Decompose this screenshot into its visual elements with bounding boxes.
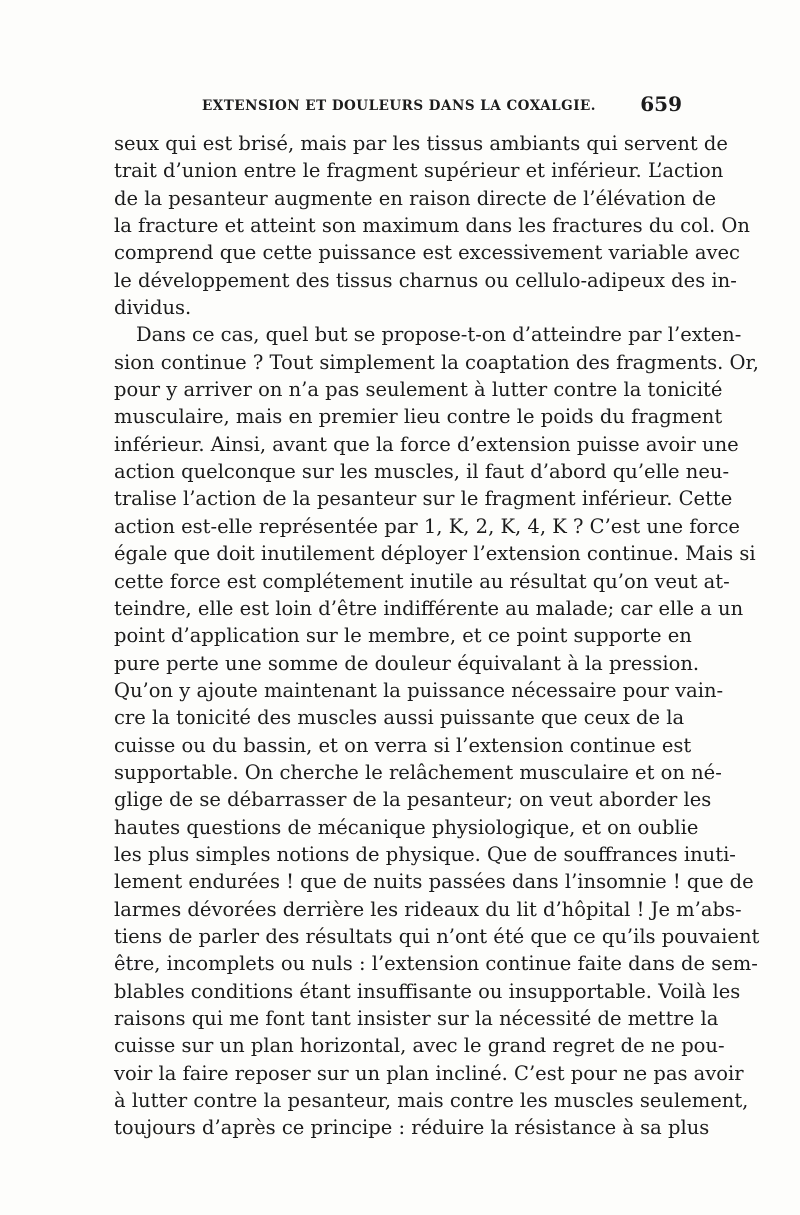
text-line: supportable. On cherche le relâchement musculaire et on né- xyxy=(114,760,722,784)
text-line: lement endurées ! que de nuits passées dans l’insomnie ! que de xyxy=(114,870,754,894)
text-line: être, incomplets ou nuls : l’extension continue faite dans de sem- xyxy=(114,952,758,976)
text-line: cuisse ou du bassin, et on verra si l’extension continue est xyxy=(114,733,692,757)
running-head xyxy=(114,92,682,122)
text-line: inférieur. Ainsi, avant que la force d’extension puisse avoir une xyxy=(114,432,739,456)
text-line: cre la tonicité des muscles aussi puissante que ceux de la xyxy=(114,706,685,730)
text-line: sion continue ? Tout simplement la coaptation des fragments. Or, xyxy=(114,350,759,374)
text-line: les plus simples notions de physique. Que de souffrances inuti- xyxy=(114,842,736,866)
text-line: blables conditions étant insuffisante ou insupportable. Voilà les xyxy=(114,979,741,1003)
text-line: glige de se débarrasser de la pesanteur; on veut aborder les xyxy=(114,788,712,812)
text-line: pour y arriver on n’a pas seulement à lutter contre la tonicité xyxy=(114,378,723,402)
text-line: action quelconque sur les muscles, il faut d’abord qu’elle neu- xyxy=(114,460,730,484)
text-line: point d’application sur le membre, et ce point supporte en xyxy=(114,624,692,648)
text-line: à lutter contre la pesanteur, mais contre les muscles seulement, xyxy=(114,1089,749,1113)
text-line: de la pesanteur augmente en raison directe de l’élévation de xyxy=(114,186,717,210)
text-line: voir la faire reposer sur un plan incliné. C’est pour ne pas avoir xyxy=(114,1061,744,1085)
running-title: EXTENSION ET DOULEURS DANS LA COXALGIE. xyxy=(202,98,596,114)
text-line: larmes dévorées derrière les rideaux du lit d’hôpital ! Je m’abs- xyxy=(114,897,742,921)
text-line: tralise l’action de la pesanteur sur le fragment inférieur. Cette xyxy=(114,487,733,511)
text-line: égale que doit inutilement déployer l’extension continue. Mais si xyxy=(114,542,756,566)
text-line: cuisse sur un plan horizontal, avec le grand regret de ne pou- xyxy=(114,1034,725,1058)
text-line: raisons qui me font tant insister sur la nécessité de mettre la xyxy=(114,1007,719,1030)
text-line: toujours d’après ce principe : réduire la résistance à sa plus xyxy=(114,1116,710,1140)
text-line: Qu’on y ajoute maintenant la puissance nécessaire pour vain- xyxy=(114,678,724,702)
text-line: tiens de parler des résultats qui n’ont été que ce qu’ils pouvaient xyxy=(114,924,760,948)
text-line: dividus. xyxy=(114,296,192,320)
text-line: la fracture et atteint son maximum dans les fractures du col. On xyxy=(114,214,750,238)
page-number: 659 xyxy=(640,92,682,116)
text-line: hautes questions de mécanique physiologique, et on oublie xyxy=(114,815,699,839)
text-line: trait d’union entre le fragment supérieur et inférieur. L’action xyxy=(114,159,724,183)
text-line: le développement des tissus charnus ou cellulo-adipeux des in- xyxy=(114,268,737,292)
text-line: cette force est complétement inutile au résultat qu’on veut at- xyxy=(114,569,730,593)
text-line: action est-elle représentée par 1, K, 2, K, 4, K ? C’est une force xyxy=(114,514,740,538)
text-line: pure perte une somme de douleur équivalant à la pression. xyxy=(114,651,700,675)
text-line: Dans ce cas, quel but se propose-t-on d’atteindre par l’exten- xyxy=(136,323,742,347)
text-line: musculaire, mais en premier lieu contre le poids du fragment xyxy=(114,405,723,429)
text-line: comprend que cette puissance est excessivement variable avec xyxy=(114,241,740,265)
text-line: teindre, elle est loin d’être indifférente au malade; car elle a un xyxy=(114,596,744,620)
body-text xyxy=(114,130,760,1142)
text-line: seux qui est brisé, mais par les tissus ambiants qui servent de xyxy=(114,132,728,155)
